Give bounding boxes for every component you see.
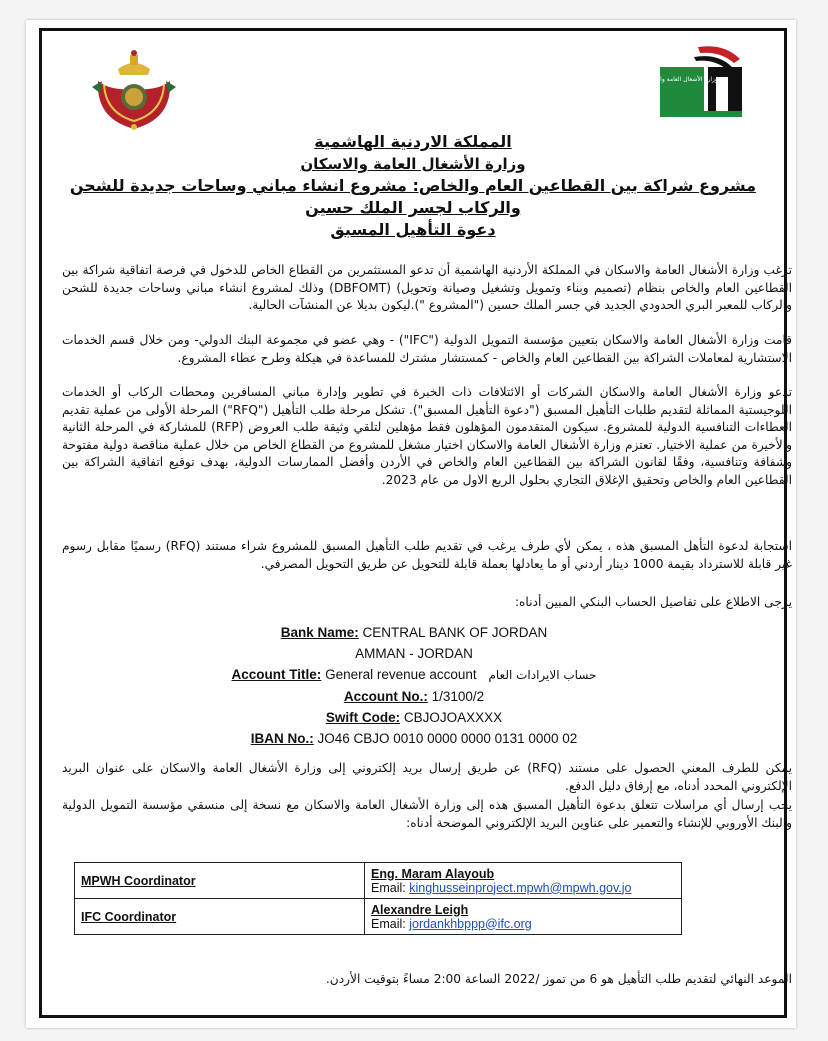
project-title-line-1: مشروع شراكة بين القطاعين العام والخاص: مشروع انشاء مباني وساحات جديدة للشحن xyxy=(69,176,757,195)
kingdom-title: المملكة الاردنية الهاشمية xyxy=(314,132,512,151)
account-title-label: Account Title: xyxy=(231,667,322,682)
bank-intro-paragraph: يرجى الاطلاع على تفاصيل الحساب البنكي المبين أدناه: xyxy=(514,595,792,609)
contacts-table xyxy=(74,862,682,935)
rfq-email-paragraph: يمكن للطرف المعني الحصول على مستند (RFQ) عن طريق إرسال بريد إلكتروني إلى وزارة الأشغال العامة والاسكان على عنوان البريد الإلكتروني المحدد أدناه، مع إرفاق دليل الدفع. xyxy=(62,761,792,793)
contact-email-link[interactable]: jordankhbppp@ifc.org xyxy=(409,916,532,931)
bank-name-row xyxy=(0,622,828,643)
email-label: Email: xyxy=(371,916,406,931)
invitation-paragraph: تدعو وزارة الأشغال العامة والاسكان الشركات أو الائتلافات ذات الخبرة في تطوير وإدارة مباني المسافرين ومحطات الركاب أو الخدمات اللوجيستية المماثلة لتقديم طلبات التأهيل المسبق ("دعوة التأهيل المسبق"). تشكل مرحلة طلب التأهيل ("RFQ") المرحلة الأولى من عملية تقديم العطاءات التنافسية الدولية للمشروع. سيكون المتقدمون المؤهلون فقط مؤهلين لتلقي وثيقة طلب العروض (RFP) للمشاركة في المرحلة الثانية والأخيرة من عملية الاختيار. تعتزم وزارة الأشغال العامة والاسكان اختيار مشغل للمشروع من القطاع الخاص من خلال عملية مناقصة دولية مفتوحة وشفافة وتنافسية، وفقًا لقانون الشراكة بين القطاعين العام والخاص في الأردن وأفضل الممارسات الدولية، بهدف توقيع اتفاقية الشراكة بين القطاعين العام والخاص وتحقيق الإغلاق التجاري بحلول الربع الاول من عام 2023. xyxy=(62,385,792,487)
account-title-row xyxy=(0,664,828,686)
mpwh-logo-icon xyxy=(642,41,746,119)
bank-name-label: Bank Name: xyxy=(280,625,359,640)
swift-label: Swift Code: xyxy=(325,710,401,725)
iban-label: IBAN No.: xyxy=(250,731,314,746)
contact-email-link[interactable]: kinghusseinproject.mpwh@mpwh.gov.jo xyxy=(409,880,632,895)
account-title-value: General revenue account xyxy=(325,667,477,682)
invitation-title: دعوة التأهيل المسبق xyxy=(330,220,496,239)
contact-email-row xyxy=(371,881,675,895)
contact-role: IFC Coordinator xyxy=(75,899,365,935)
account-title-arabic: حساب الايرادات العام xyxy=(488,668,597,682)
email-label: Email: xyxy=(371,880,406,895)
ministry-title: وزارة الأشغال العامة والاسكان xyxy=(300,155,526,173)
contact-name: Eng. Maram Alayoub xyxy=(371,866,495,881)
contact-details xyxy=(365,899,682,935)
contact-name: Alexandre Leigh xyxy=(371,902,469,917)
logo-text: وزارة الأشغال العامة والاسكان xyxy=(642,76,718,83)
bank-city: AMMAN - JORDAN xyxy=(355,646,473,661)
contact-role: MPWH Coordinator xyxy=(75,863,365,899)
swift-row xyxy=(0,707,828,728)
account-no-label: Account No.: xyxy=(343,689,428,704)
correspondence-paragraph: يجب إرسال أي مراسلات تتعلق بدعوة التأهيل المسبق هذه إلى وزارة الأشغال العامة والاسكان مع نسخة إلى منسقي مؤسسة التمويل الدولية والبنك الأوروبي للإنشاء والتعمير على عناوين البريد الإلكتروني الموضحة أدناه: xyxy=(62,798,792,830)
contact-email-row xyxy=(371,917,675,931)
deadline-text: الموعد النهائي لتقديم طلب التأهيل هو 6 من تموز /2022 الساعة 2:00 مساءً بتوقيت الأردن. xyxy=(325,972,792,986)
jordan-coat-of-arms-icon xyxy=(88,41,180,133)
iban-row xyxy=(0,728,828,749)
fee-paragraph: استجابة لدعوة التأهل المسبق هذه ، يمكن لأي طرف يرغب في تقديم طلب التأهيل المسبق للمشروع شراء مستند (RFQ) رسميًا مقابل رسوم غير قابلة للاسترداد بقيمة 1000 دينار أردني أو ما يعادلها بعملة قابلة للتحويل عن طريق التحويل المصرفي. xyxy=(62,539,792,571)
bank-details xyxy=(0,622,828,749)
contact-details xyxy=(365,863,682,899)
intro-paragraph: ترغب وزارة الأشغال العامة والاسكان في المملكة الأردنية الهاشمية أن تدعو المستثمرين من القطاع الخاص للدخول في فرصة اتفاقية شراكة بين القطاعين العام والخاص بنظام (تصميم وبناء وتمويل وتشغيل وصيانة وتحويل) (DBFOMT) وذلك لمشروع انشاء مباني وساحات جديدة للشحن والركاب للمعبر البري الحدودي الجديد في جسر الملك حسين ("المشروع ").ليكون بديلا عن المنشآت الحالية. xyxy=(62,263,792,312)
table-row xyxy=(75,899,682,935)
bank-name-value: CENTRAL BANK OF JORDAN xyxy=(362,625,548,640)
project-title-line-2: والركاب لجسر الملك حسين xyxy=(305,198,521,217)
letter-heading xyxy=(42,131,784,241)
iban-value: JO46 CBJO 0010 0000 0000 0131 0000 02 xyxy=(317,731,578,746)
ifc-paragraph: قامت وزارة الأشغال العامة والاسكان بتعيين مؤسسة التمويل الدولية ("IFC") - وهي عضو في مجموعة البنك الدولي- ومن خلال قسم الخدمات الاستشارية لمعاملات الشراكة بين القطاعين العام والخاص - كمستشار مشترك للمساعدة في هيكلة وطرح عطاء المشروع. xyxy=(62,333,792,365)
swift-value: CBJOJOAXXXX xyxy=(403,710,503,725)
account-no-row xyxy=(0,686,828,707)
table-row xyxy=(75,863,682,899)
account-no-value: 1/3100/2 xyxy=(431,689,485,704)
